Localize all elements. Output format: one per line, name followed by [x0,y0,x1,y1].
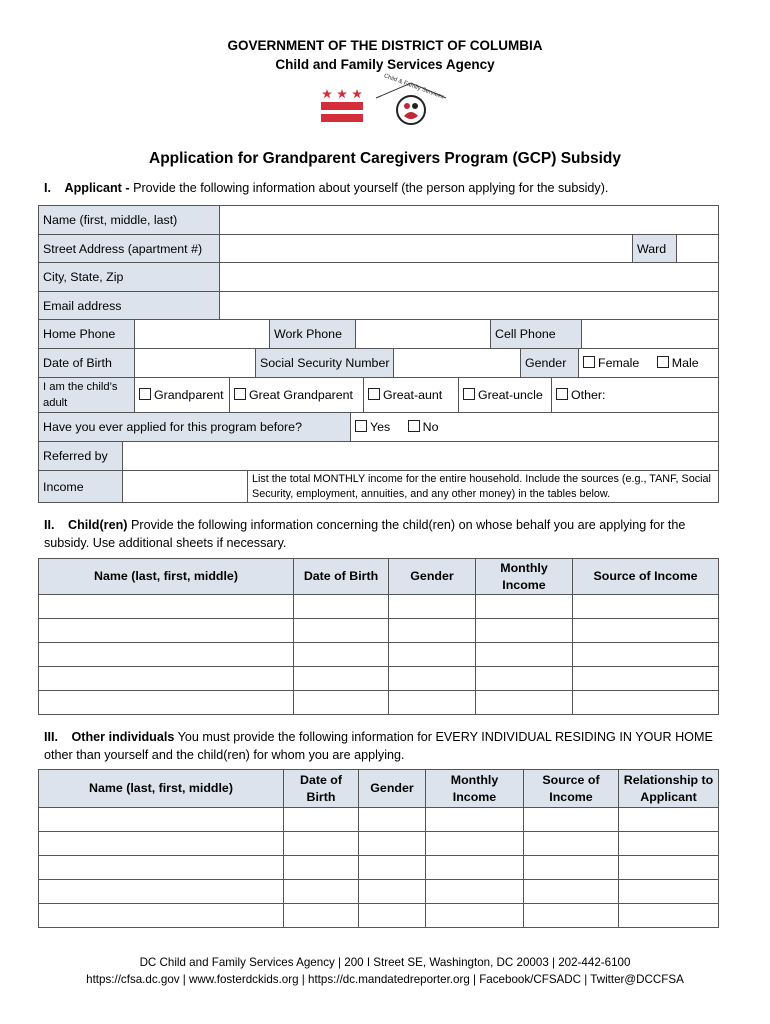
email-field[interactable] [220,292,719,320]
email-label: Email address [39,292,220,320]
child-4-gender-cell[interactable] [389,667,476,691]
other-2-dob-cell[interactable] [284,832,359,856]
child-5-income-cell[interactable] [476,691,573,715]
income-label: Income [39,471,123,503]
child-1-dob-cell[interactable] [294,595,389,619]
child-5-gender-cell[interactable] [389,691,476,715]
others-col-monthly-income: Monthly Income [426,770,524,808]
child-5-dob-cell[interactable] [294,691,389,715]
other-4-relationship-cell[interactable] [619,880,719,904]
child-1-name-cell[interactable] [39,595,294,619]
children-col-dob: Date of Birth [294,559,389,595]
applicant-phone-table [38,319,719,349]
table-row [39,595,719,619]
ward-label: Ward [633,235,677,263]
others-col-name: Name (last, first, middle) [39,770,284,808]
other-3-dob-cell[interactable] [284,856,359,880]
other-2-income-cell[interactable] [426,832,524,856]
section-2-title: Child(ren) [68,518,128,532]
relationship-table [38,377,719,413]
table-row [39,832,719,856]
home-phone-field[interactable] [135,320,270,349]
great-uncle-checkbox[interactable]: Great-uncle [459,378,552,413]
other-checkbox[interactable]: Other: [552,378,719,413]
income-field[interactable] [123,471,248,503]
female-checkbox[interactable]: Female [583,356,639,370]
section-3-heading [44,728,724,764]
header-agency: Child and Family Services Agency [275,57,495,72]
cell-phone-label: Cell Phone [491,320,582,349]
other-3-gender-cell[interactable] [359,856,426,880]
section-2-number: II. [44,518,55,532]
children-col-name: Name (last, first, middle) [39,559,294,595]
child-1-income-cell[interactable] [476,595,573,619]
child-3-name-cell[interactable] [39,643,294,667]
other-4-dob-cell[interactable] [284,880,359,904]
name-label: Name (first, middle, last) [39,206,220,235]
children-col-monthly-income: Monthly Income [476,559,573,595]
other-2-name-cell[interactable] [39,832,284,856]
child-2-source-cell[interactable] [573,619,719,643]
section-3-number: III. [44,730,58,744]
child-1-gender-cell[interactable] [389,595,476,619]
others-col-source-income: Source of Income [524,770,619,808]
section-1-title: Applicant - [64,181,134,195]
other-1-source-cell[interactable] [524,808,619,832]
work-phone-field[interactable] [356,320,491,349]
header-government: GOVERNMENT OF THE DISTRICT OF COLUMBIA [227,38,543,53]
street-address-label: Street Address (apartment #) [39,235,220,263]
section-2-intro: Provide the following information concerning the child(ren) on whose behalf you are applying for the subsidy. Use additional sheets if necessary. [44,518,686,550]
table-row [39,619,719,643]
other-2-relationship-cell[interactable] [619,832,719,856]
other-4-source-cell[interactable] [524,880,619,904]
name-field[interactable] [220,206,719,235]
other-5-relationship-cell[interactable] [619,904,719,928]
child-4-source-cell[interactable] [573,667,719,691]
applied-before-options [351,413,719,442]
others-col-dob: Date of Birth [284,770,359,808]
great-aunt-checkbox[interactable]: Great-aunt [364,378,459,413]
other-1-name-cell[interactable] [39,808,284,832]
referred-by-field[interactable] [123,442,719,471]
city-state-zip-label: City, State, Zip [39,263,220,292]
street-address-field[interactable] [220,235,633,263]
ssn-field[interactable] [394,349,521,378]
table-row [39,643,719,667]
table-row [39,667,719,691]
other-4-name-cell[interactable] [39,880,284,904]
relation-label: I am the child’s adult [39,378,135,413]
child-5-name-cell[interactable] [39,691,294,715]
children-col-gender: Gender [389,559,476,595]
referred-by-label: Referred by [39,442,123,471]
child-3-income-cell[interactable] [476,643,573,667]
others-col-gender: Gender [359,770,426,808]
applicant-table-top [38,205,719,320]
section-3-intro: You must provide the following information for EVERY INDIVIDUAL RESIDING IN YOUR HOME other than yourself and the child(ren) for whom you are applying. [44,730,713,762]
section-1-heading [44,179,744,197]
other-5-income-cell[interactable] [426,904,524,928]
footer-address: DC Child and Family Services Agency | 200 I Street SE, Washington, DC 20003 | 202-442-6100 [139,956,631,969]
child-2-gender-cell[interactable] [389,619,476,643]
child-4-income-cell[interactable] [476,667,573,691]
other-1-gender-cell[interactable] [359,808,426,832]
other-3-income-cell[interactable] [426,856,524,880]
footer-links: https://cfsa.dc.gov | www.fosterdckids.org | https://dc.mandatedreporter.org | Facebook/CFSADC | Twitter@DCCFSA [86,973,684,986]
table-row [39,808,719,832]
dc-flag-logo [320,86,364,126]
other-individuals-table [38,769,719,928]
section-1-intro: Provide the following information about yourself (the person applying for the subsidy). [133,181,609,195]
work-phone-label: Work Phone [270,320,356,349]
table-row [39,904,719,928]
gender-label: Gender [521,349,579,378]
form-title: Application for Grandparent Caregivers Program (GCP) Subsidy [149,150,621,167]
referred-income-table [38,441,719,503]
section-2-heading [44,516,724,552]
other-4-income-cell[interactable] [426,880,524,904]
child-3-gender-cell[interactable] [389,643,476,667]
ssn-label: Social Security Number [256,349,394,378]
child-4-name-cell[interactable] [39,667,294,691]
other-3-relationship-cell[interactable] [619,856,719,880]
child-3-source-cell[interactable] [573,643,719,667]
child-5-source-cell[interactable] [573,691,719,715]
other-5-gender-cell[interactable] [359,904,426,928]
children-col-source-income: Source of Income [573,559,719,595]
child-1-source-cell[interactable] [573,595,719,619]
no-checkbox[interactable]: No [408,420,439,434]
other-1-income-cell[interactable] [426,808,524,832]
table-row [39,856,719,880]
male-checkbox[interactable]: Male [657,356,699,370]
other-2-gender-cell[interactable] [359,832,426,856]
cell-phone-field[interactable] [582,320,719,349]
city-state-zip-field[interactable] [220,263,719,292]
child-2-name-cell[interactable] [39,619,294,643]
section-1-number: I. [44,181,51,195]
other-5-name-cell[interactable] [39,904,284,928]
other-4-gender-cell[interactable] [359,880,426,904]
children-table [38,558,719,715]
applicant-dob-table [38,348,719,378]
dob-label: Date of Birth [39,349,135,378]
child-3-dob-cell[interactable] [294,643,389,667]
applied-before-table [38,412,719,442]
child-2-dob-cell[interactable] [294,619,389,643]
other-2-source-cell[interactable] [524,832,619,856]
applied-before-label: Have you ever applied for this program before? [39,413,351,442]
home-phone-label: Home Phone [39,320,135,349]
ward-field[interactable] [677,235,719,263]
table-row [39,880,719,904]
cfsa-logo [374,73,448,130]
other-3-source-cell[interactable] [524,856,619,880]
cfsa-logo-text: Child & Family Services [382,73,445,101]
table-row [39,691,719,715]
others-col-relationship: Relationship to Applicant [619,770,719,808]
income-note: List the total MONTHLY income for the entire household. Include the sources (e.g., TANF, Social Security, employment, annuities, and any other money) in the tables below. [248,471,719,503]
section-3-title: Other individuals [71,730,175,744]
grandparent-checkbox[interactable]: Grandparent [135,378,230,413]
other-5-source-cell[interactable] [524,904,619,928]
child-4-dob-cell[interactable] [294,667,389,691]
other-1-relationship-cell[interactable] [619,808,719,832]
gender-options [579,349,719,378]
child-2-income-cell[interactable] [476,619,573,643]
other-5-dob-cell[interactable] [284,904,359,928]
dob-field[interactable] [135,349,256,378]
yes-checkbox[interactable]: Yes [355,420,390,434]
great-grandparent-checkbox[interactable]: Great Grandparent [230,378,364,413]
other-3-name-cell[interactable] [39,856,284,880]
other-1-dob-cell[interactable] [284,808,359,832]
